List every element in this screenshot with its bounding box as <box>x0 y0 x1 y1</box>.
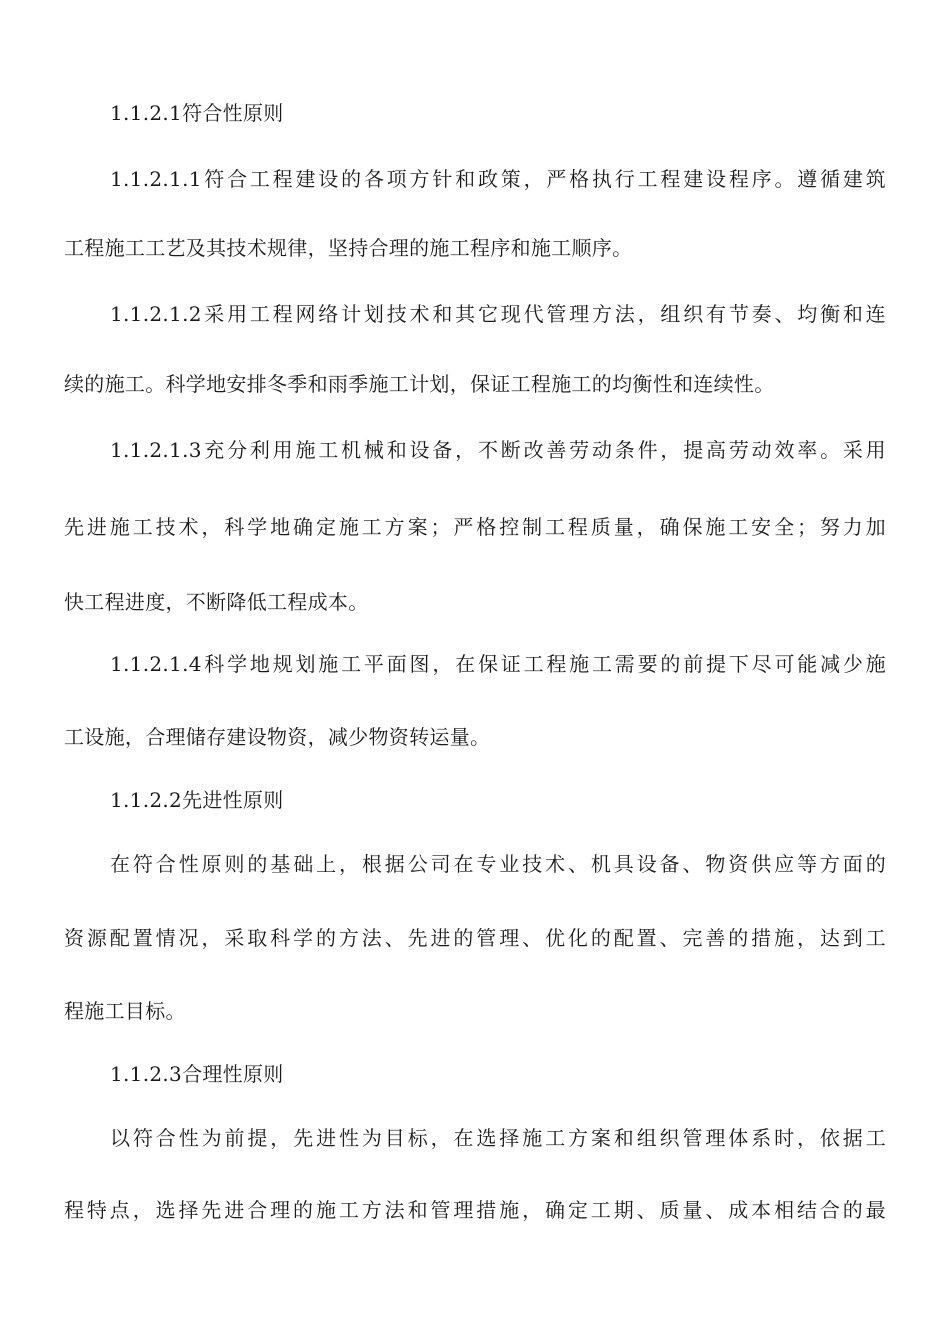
paragraph-line: 程特点，选择先进合理的施工方法和管理措施，确定工期、质量、成本相结合的最 <box>64 1198 886 1222</box>
paragraph-line: 工设施，合理储存建设物资，减少物资转运量。 <box>64 725 491 749</box>
paragraph-line: 1.1.2.1.2采用工程网络计划技术和其它现代管理方法，组织有节奏、均衡和连 <box>110 302 886 326</box>
paragraph-line: 在符合性原则的基础上，根据公司在专业技术、机具设备、物资供应等方面的 <box>110 852 886 876</box>
paragraph-line: 1.1.2.1.4科学地规划施工平面图，在保证工程施工需要的前提下尽可能减少施 <box>110 652 886 676</box>
paragraph-line: 工程施工工艺及其技术规律，坚持合理的施工程序和施工顺序。 <box>64 236 633 260</box>
paragraph-line: 资源配置情况，采取科学的方法、先进的管理、优化的配置、完善的措施，达到工 <box>64 926 886 950</box>
paragraph-line: 1.1.2.1.3充分利用施工机械和设备，不断改善劳动条件，提高劳动效率。采用 <box>110 438 886 462</box>
paragraph-line: 续的施工。科学地安排冬季和雨季施工计划，保证工程施工的均衡性和连续性。 <box>64 372 775 396</box>
heading-rationality-principle: 1.1.2.3合理性原则 <box>110 1062 284 1086</box>
paragraph-line: 快工程进度，不断降低工程成本。 <box>64 590 369 614</box>
paragraph-line: 以符合性为前提，先进性为目标，在选择施工方案和组织管理体系时，依据工 <box>110 1126 886 1150</box>
paragraph-line: 程施工目标。 <box>64 999 186 1023</box>
heading-conformity-principle: 1.1.2.1符合性原则 <box>110 101 284 125</box>
paragraph-line: 1.1.2.1.1符合工程建设的各项方针和政策，严格执行工程建设程序。遵循建筑 <box>110 167 886 191</box>
heading-advanced-principle: 1.1.2.2先进性原则 <box>110 788 284 812</box>
paragraph-line: 先进施工技术，科学地确定施工方案；严格控制工程质量，确保施工安全；努力加 <box>64 515 886 539</box>
